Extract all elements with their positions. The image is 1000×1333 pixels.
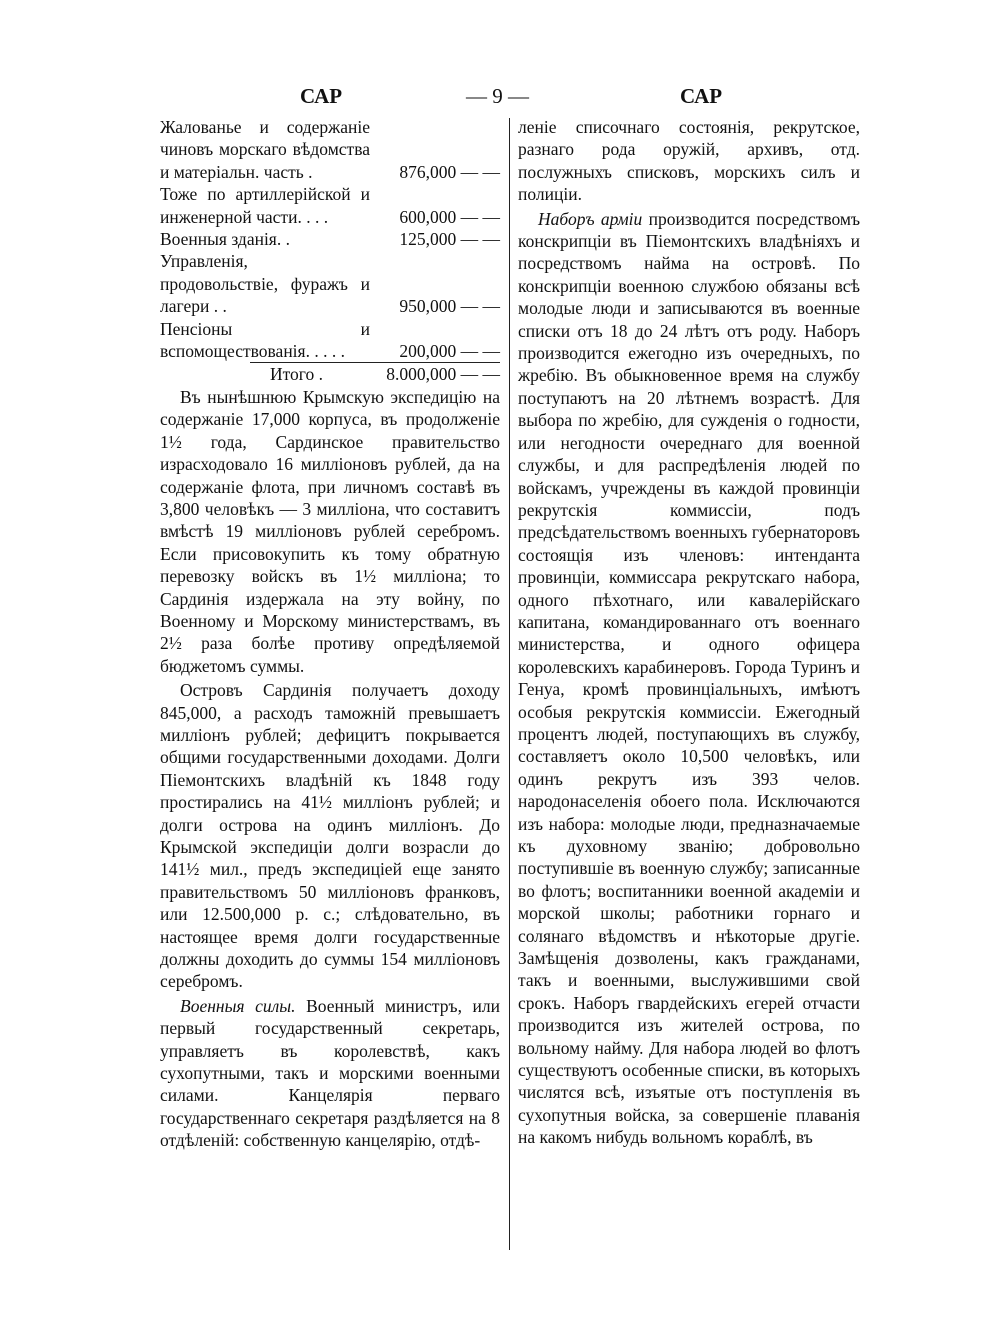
recruitment-heading: Наборъ арміи bbox=[538, 208, 643, 229]
budget-row-label: Военныя зданія. . bbox=[160, 229, 290, 250]
paragraph-recruitment bbox=[518, 208, 860, 1149]
budget-total-label: Итого . bbox=[270, 364, 324, 385]
budget-row-value: 125,000 — — bbox=[399, 229, 500, 250]
budget-row-value: 600,000 — — bbox=[399, 206, 500, 227]
budget-row-value: 950,000 — — bbox=[399, 296, 500, 317]
budget-row-value: 200,000 — — bbox=[399, 341, 500, 362]
left-column bbox=[160, 116, 500, 1152]
header-right-word: САР bbox=[680, 84, 723, 108]
military-forces-text: Военный министръ, или первый государственный секретарь, управляетъ въ королевствѣ, какъ сухопутными, такъ и морскими военными силами. Канцелярія перваго государственнаго секретаря раздѣляется на 8 отдѣленій: собственную канцелярію, отдѣ- bbox=[160, 995, 500, 1151]
budget-row bbox=[160, 116, 500, 183]
paragraph-continuation: леніе списочнаго состоянія, рекрутское, разнаго рода оружій, архивъ, отд. послужныхъ списковъ, морскихъ силъ и полиціи. bbox=[518, 117, 860, 205]
budget-row-label: Пенсіоны и вспомоществованія. . . . . bbox=[160, 318, 370, 362]
budget-total-value: 8.000,000 — — bbox=[386, 364, 500, 385]
paragraph-island-finances: Островъ Сардинія получаетъ доходу 845,000, а расходъ таможнiй превышаетъ милліонъ рублей; дефицитъ покрывается общими государственными доходами. Долги Піемонтскихъ владѣній къ 1848 году простирались на 41½ милліонъ рублей; и долги острова на одинъ милліонъ. До Крымской экспедиціи долги возрасли до 141½ мил., предъ экспедиціей еще занято правительствомъ 50 милліоновъ франковъ, или 12.500,000 р. с.; слѣдовательно, въ настоящее время долги государственные должны доходить до суммы 154 милліоновъ серебромъ. bbox=[160, 680, 500, 992]
budget-row bbox=[160, 318, 500, 363]
budget-table bbox=[160, 116, 500, 386]
right-column bbox=[518, 116, 860, 1149]
budget-row bbox=[160, 250, 500, 317]
recruitment-text: производится посредствомъ конскрипціи въ Піемонтскихъ владѣніяхъ и посредствомъ найма на островѣ. По конскрипціи военною службою обязаны всѣ молодые люди и записываются въ военные списки отъ 18 до 24 лѣтъ отъ роду. Наборъ производится ежегодно изъ очередныхъ, по жребію. Въ обыкновенное время на службу поступаютъ на 20 лѣтнемъ возрастѣ. Для выбора по жребію, для сужденія о годности, или негодности очереднаго для военной службы, и для распредѣленія людей по войскамъ, учреждены въ каждой провинціи рекрутскія коммиссіи, подъ предсѣдательствомъ военныхъ губернаторовъ состоящія изъ членовъ: интенданта провинціи, коммиссара рекрутскаго набора, одного пѣхотнаго, или кавалерійскаго капитана, командированнаго отъ военнаго министерства, и одного офицера королевскихъ карабинеровъ. Города Туринъ и Генуа, кромѣ провинціальныхъ, имѣютъ особыя рекрутскія коммиссіи. Ежегодный процентъ людей, поступающихъ въ службу, составляетъ около 10,500 человѣкъ, или одинъ рекрутъ изъ 393 челов. народонаселенія обоего пола. Исключаются изъ набора: молодые люди, предназначаемые къ духовному званію; добровольно поступившіе въ военную службу; записанные во флотъ; воспитанники военной академіи и морской школы; работники горнаго и солянаго вѣдомствъ и нѣкоторые другіе. Замѣщенія дозволены, какъ гражданами, такъ и военными, выслужившими свой срокъ. Наборъ гвардейскихъ егерей отчасти производится изъ жителей острова, по вольному найму. Для набора людей во флотъ существуютъ особенные списки, въ которыхъ числятся всѣ, изъятые отъ поступленія въ сухопутныя войска, за совершеніе плаванія на какомъ нибудь вольномъ кораблѣ, въ bbox=[518, 208, 861, 1148]
budget-row-label: Управленія, продовольствіе, фуражъ и лагери . . bbox=[160, 251, 370, 317]
paragraph-crimean-expedition: Въ нынѣшнюю Крымскую экспедицію на содержаніе 17,000 корпуса, въ продолженіе 1½ года, Сардинское правительство израсходовало 16 милліоновъ рублей, да на содержаніе флота, при личномъ составѣ въ 3,800 человѣкъ — 3 милліона, что составитъ вмѣстѣ 19 милліоновъ рублей серебромъ. Если присовокупить къ тому обратную перевозку войскъ въ 1½ милліона; то Сардинія издержала на эту войну, по Военному и Морскому министерствамъ, въ 2½ раза болѣе противу опредѣляемой бюджетомъ суммы. bbox=[160, 386, 500, 676]
budget-row-label: Жалованье и содержаніе чиновъ морскаго вѣдомства и матеріальн. часть . bbox=[160, 117, 370, 182]
budget-row-value: 876,000 — — bbox=[399, 161, 500, 182]
budget-row bbox=[160, 228, 500, 250]
budget-row-label: Тоже по артиллерійской и инженерной части. . . . bbox=[160, 184, 370, 227]
header-left-word: САР bbox=[300, 84, 343, 108]
column-divider bbox=[509, 118, 510, 1250]
page-number: — 9 — bbox=[466, 84, 529, 108]
paragraph-military-forces bbox=[160, 995, 500, 1152]
military-forces-heading: Военныя силы. bbox=[180, 995, 296, 1016]
page-header bbox=[0, 84, 1000, 114]
budget-total-row bbox=[250, 362, 500, 385]
budget-row bbox=[160, 183, 500, 228]
